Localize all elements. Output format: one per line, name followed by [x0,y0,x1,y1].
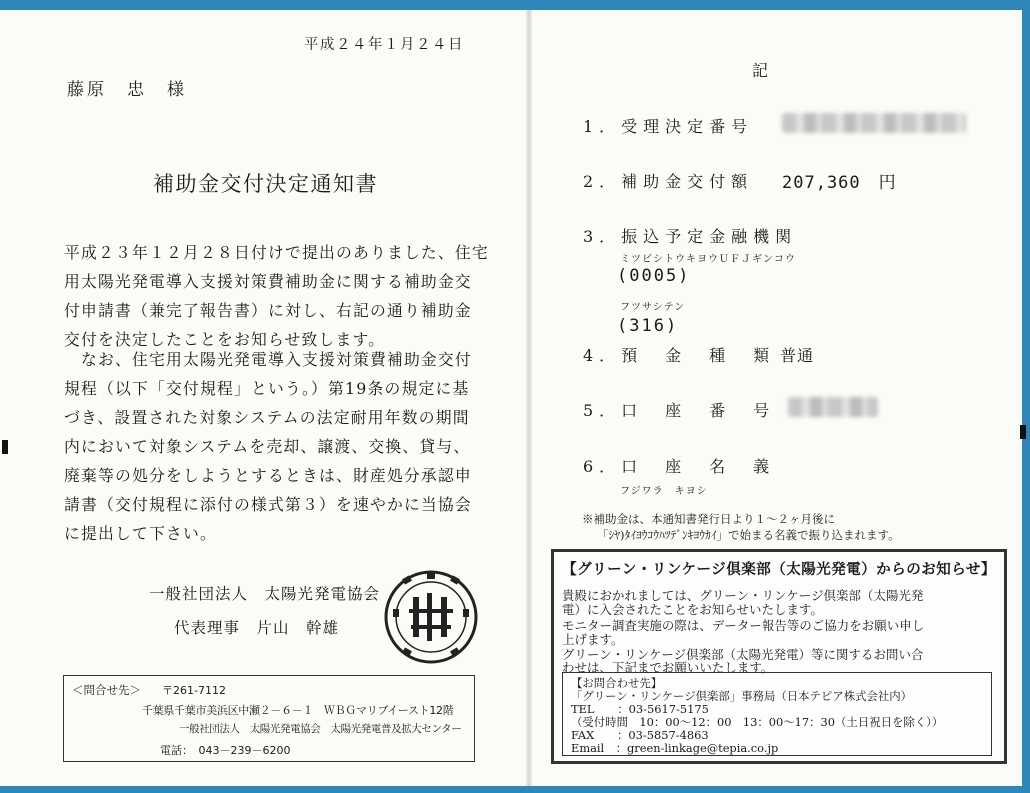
account-holder-kana: フジワラ キヨシ [620,486,708,497]
field-label-amount: 2．補助金交付額 [583,172,754,191]
notice-line: 貴殿におかれましては、グリーン・リンケージ倶楽部（太陽光発 [562,588,924,603]
notice-contact-fax: FAX ：03-5857-4863 [571,728,709,742]
payment-note: ※補助金は、本通知書発行日より１～２ヶ月後に [582,512,835,526]
body-line: 用太陽光発電導入支援対策費補助金に関する補助金交 [64,272,472,291]
account-type: 普通 [780,346,815,365]
official-seal-stamp [383,569,479,665]
contact-address: 千葉県千葉市美浜区中瀬２－６－１ ＷＢＧマリブイースト12階 [142,704,454,717]
green-linkage-notice-box [551,549,1007,764]
redacted-account-number [788,397,878,417]
notice-line: グリーン・リンケージ倶楽部（太陽光発電）等に関するお問い合 [562,647,924,662]
recipient-name: 藤原 忠 様 [67,80,187,100]
bank-name-kana: ミツビシトウキヨウＵＦＪギンコウ [620,254,796,265]
body-line: 付申請書（兼完了報告書）に対し、右記の通り補助金 [64,301,472,320]
notice-title: 【グリーン・リンケージ倶楽部（太陽光発電）からのお知らせ】 [562,561,996,578]
body-line: 内において対象システムを売却、譲渡、交換、貸与、 [64,437,471,456]
field-label-account-type: 4．預 金 種 類 [583,346,776,365]
notice-contact-hours: （受付時間 10：00～12：00 13：00～17：30（土日祝日を除く）） [571,715,944,729]
body-line: 請書（交付規程に添付の様式第３）を速やかに当協会 [64,495,472,514]
edge-mark [2,440,8,454]
ki-heading: 記 [752,61,769,80]
notice-contact-header: 【お問合わせ先】 [571,676,663,690]
subsidy-amount: 207,360 円 [782,173,897,193]
contact-phone: 電話： 043－239－6200 [160,744,291,757]
field-label-account-holder: 6．口 座 名 義 [583,457,776,476]
notice-line: モニター調査実施の際は、データー報告等のご協力をお願い申し [562,618,925,633]
payment-note-name: 「ｼﾔ)ﾀｲﾖｳｺｳﾊﾂﾃﾞﾝｷﾖｳｶｲ」で始まる名義で振り込まれます。 [597,528,900,542]
bank-code: (0005) [617,266,691,286]
document-title: 補助金交付決定通知書 [153,172,378,196]
notice-line: 電）に入会されたことをお知らせいたします。 [562,602,823,617]
notice-line: 上げます。 [562,632,624,647]
body-line: づき、設置された対象システムの法定耐用年数の期間 [64,408,470,427]
body-line: 平成２３年１２月２８日付けで提出のありました、住宅 [64,243,489,262]
body-line: 廃棄等の処分をしようとするときは、財産処分承認申 [64,466,472,485]
notice-contact-email: Email ：green-linkage@tepia.co.jp [571,741,779,755]
body-line: なお、住宅用太陽光発電導入支援対策費補助金交付 [64,350,472,369]
page-fold [526,10,532,786]
edge-mark [1020,425,1026,439]
contact-org: 一般社団法人 太陽光発電協会 太陽光発電普及拡大センター [179,723,462,735]
body-line: 規程（以下「交付規程」という。）第19条の規定に基 [64,379,470,398]
issuer-representative: 代表理事 片山 幹雄 [174,619,340,637]
field-label-account-number: 5．口 座 番 号 [583,401,776,420]
contact-zip: 〒261-7112 [162,684,226,697]
branch-code: (316) [617,316,679,336]
contact-header: ＜問合せ先＞ [72,683,141,697]
notice-contact-box [562,672,992,756]
branch-name-kana: フツサシテン [620,302,686,313]
field-label-decision-number: 1．受理決定番号 [583,117,754,136]
left-contact-box [63,675,475,762]
field-label-bank: 3．振込予定金融機関 [583,227,798,246]
issue-date: 平成２４年１月２４日 [304,37,464,53]
notice-line: わせは、下記までお願いいたします。 [562,660,774,675]
redacted-decision-number [782,113,966,133]
body-line: 交付を決定したことをお知らせ致します。 [64,330,386,349]
body-line: に提出して下さい。 [64,524,217,543]
notice-contact-tel: TEL ：03-5617-5175 [571,702,709,716]
notice-contact-office: 「グリーン・リンケージ倶楽部」事務局（日本テピア株式会社内） [571,689,913,703]
issuer-org: 一般社団法人 太陽光発電協会 [149,585,381,603]
